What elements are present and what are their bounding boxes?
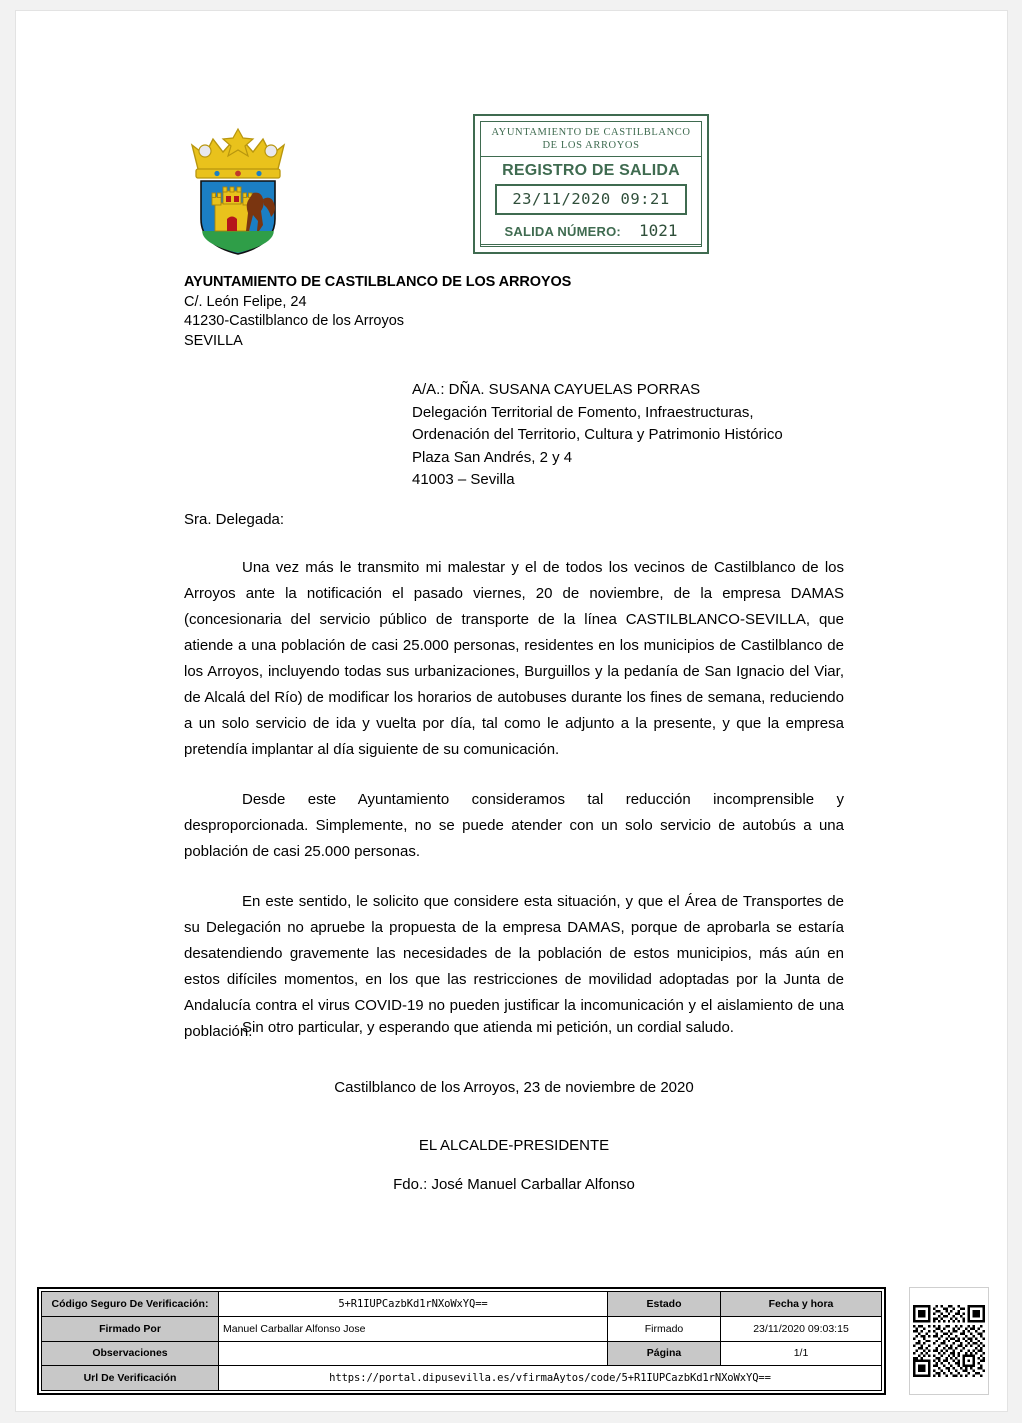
url-value[interactable]: https://portal.dipusevilla.es/vfirmaAytos/code/5+R1IUPCazbKd1rNXoWxYQ==	[219, 1366, 882, 1391]
salutation: Sra. Delegada:	[184, 511, 285, 528]
stamp-org-line2: DE LOS ARROYOS	[542, 139, 640, 151]
document-header	[16, 11, 1009, 271]
signer-title: EL ALCALDE-PRESIDENTE	[418, 1137, 610, 1154]
registro-de-salida-stamp	[473, 114, 709, 254]
body-paragraph-3: En este sentido, le solicito que considere esta situación, y que el Área de Transportes de su Delegación no apruebe la propuesta de la empresa DAMAS, porque de aprobarla se estaría desatendiendo gravemente las necesidades de la población de estos municipios, más aún en estos difíciles momentos, en los que las restricciones de movilidad adoptadas por la Junta de Andalucía contra el virus COVID-19 no pueden justificar la incomunicación y el aislamiento de una población.	[184, 893, 844, 1040]
letter-body	[184, 555, 844, 1045]
stamp-datetime-box	[495, 184, 687, 215]
body-paragraph-1: Una vez más le transmito mi malestar y el de todos los vecinos de Castilblanco de los Arroyos ante la notificación el pasado viernes, 20 de noviembre, de la empresa DAMAS (concesionaria del servicio público de transporte de la línea CASTILBLANCO-SEVILLA, que atiende a una población de casi 25.000 personas, residentes en los municipios de Castilblanco de los Arroyos, incluyendo todas sus urbanizaciones, Burguillos y la pedanía de San Ignacio del Viar, de Alcalá del Río) de modificar los horarios de autobuses durante los fines de semana, reduciendo a un solo servicio de ida y vuelta por día, tal como le adjunto a la presente, y que la empresa pretendía implantar al día siguiente de su comunicación.	[184, 559, 844, 758]
recipient-attention: A/A.: DÑA. SUSANA CAYUELAS PORRAS	[412, 381, 701, 398]
stamp-footer-space	[481, 245, 701, 246]
csv-value: 5+R1IUPCazbKd1rNXoWxYQ==	[219, 1292, 608, 1317]
table-row	[42, 1316, 882, 1341]
coat-of-arms-icon	[179, 121, 297, 256]
observaciones-value	[219, 1341, 608, 1366]
sender-street: C/. León Felipe, 24	[184, 293, 307, 310]
qr-code-verification[interactable]	[909, 1287, 989, 1395]
recipient-postal-city: 41003 – Sevilla	[412, 471, 515, 488]
pagina-value: 1/1	[721, 1341, 882, 1366]
pagina-label: Página	[608, 1341, 721, 1366]
fecha-header: Fecha y hora	[721, 1292, 882, 1317]
recipient-department-line2: Ordenación del Territorio, Cultura y Patrimonio Histórico	[412, 426, 783, 443]
closing-paragraph: Sin otro particular, y esperando que atienda mi petición, un cordial saludo.	[242, 1019, 734, 1036]
stamp-salida-number: 1021	[638, 221, 678, 240]
body-paragraph-2: Desde este Ayuntamiento consideramos tal reducción incomprensible y desproporcionada. Simplemente, no se puede atender con un solo servicio de autobús a una población de casi 25.000 personas.	[184, 791, 844, 860]
sender-province: SEVILLA	[184, 332, 243, 349]
observaciones-label: Observaciones	[42, 1341, 219, 1366]
fecha-value: 23/11/2020 09:03:15	[721, 1316, 882, 1341]
recipient-department-line1: Delegación Territorial de Fomento, Infraestructuras,	[412, 403, 754, 421]
sender-city: 41230-Castilblanco de los Arroyos	[184, 313, 405, 329]
stamp-title: REGISTRO DE SALIDA	[502, 162, 680, 179]
place-and-date: Castilblanco de los Arroyos, 23 de noviembre de 2020	[334, 1079, 694, 1096]
url-label: Url De Verificación	[42, 1366, 219, 1391]
verification-table-frame	[37, 1287, 886, 1395]
stamp-salida-row	[481, 215, 701, 245]
estado-value: Firmado	[608, 1316, 721, 1341]
signer-name: Fdo.: José Manuel Carballar Alfonso	[393, 1176, 635, 1193]
stamp-org-line1: AYUNTAMIENTO DE CASTILBLANCO	[491, 127, 691, 138]
sender-organization: AYUNTAMIENTO DE CASTILBLANCO DE LOS ARROYOS	[184, 274, 572, 290]
csv-label: Código Seguro De Verificación:	[42, 1292, 219, 1317]
firmado-por-value: Manuel Carballar Alfonso Jose	[219, 1316, 608, 1341]
sender-address-block	[184, 273, 744, 351]
table-row	[42, 1292, 882, 1317]
table-row	[42, 1366, 882, 1391]
firmado-por-label: Firmado Por	[42, 1316, 219, 1341]
stamp-datetime: 23/11/2020 09:21	[512, 190, 670, 208]
estado-header: Estado	[608, 1292, 721, 1317]
stamp-organization	[481, 122, 701, 157]
stamp-salida-label: SALIDA NÚMERO:	[504, 224, 621, 239]
verification-footer	[37, 1287, 989, 1399]
verification-table	[41, 1291, 882, 1391]
recipient-address: Plaza San Andrés, 2 y 4	[412, 448, 573, 466]
table-row	[42, 1341, 882, 1366]
recipient-address-block	[412, 379, 882, 492]
document-page	[15, 10, 1008, 1412]
